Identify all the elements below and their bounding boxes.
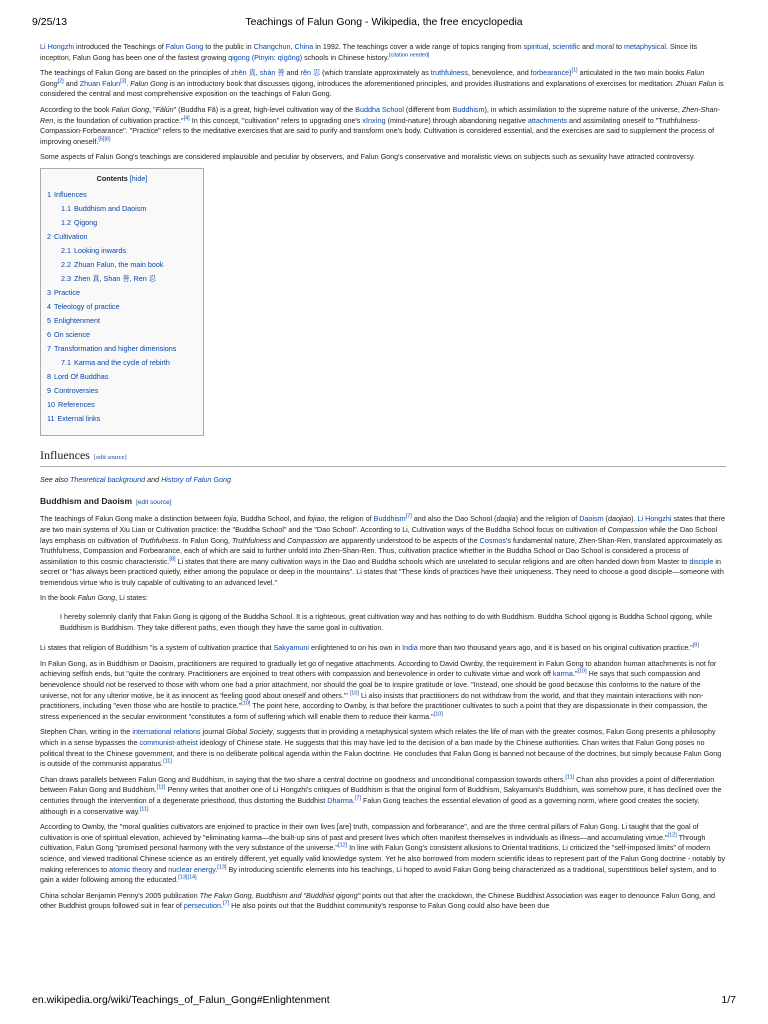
citation-link[interactable]: [11] bbox=[565, 774, 575, 781]
toc-item-link[interactable]: On science bbox=[54, 329, 90, 339]
toc-title: Contents bbox=[96, 173, 128, 183]
citation-link[interactable]: [10] bbox=[577, 669, 587, 676]
toc-item-link[interactable]: Transformation and higher dimensions bbox=[54, 343, 177, 353]
toc-item[interactable] bbox=[47, 359, 197, 367]
toc-item-number: 1.2 bbox=[61, 217, 71, 227]
text-run: The teachings of Falun Gong make a distinction between bbox=[40, 514, 224, 524]
toc-item-number: 2 bbox=[47, 231, 51, 241]
citation bbox=[577, 669, 586, 675]
citation-link[interactable]: [11] bbox=[139, 806, 149, 813]
citation-link[interactable]: [8] bbox=[169, 556, 176, 563]
paragraph bbox=[40, 152, 726, 163]
toc-item[interactable] bbox=[47, 303, 197, 311]
text-run: , Li states: bbox=[115, 593, 148, 603]
block-quote: I hereby solemnly clarify that Falun Gong is qigong of the Buddha School. It is a righteous, great cultivation way and has nothing to do with Buddhism. Buddha School qigong is Buddha School qigong, while Buddhism is Buddhism. They take different paths, even though they have the same goal in cultivation. bbox=[60, 612, 713, 632]
italic-text: Falun Gong bbox=[130, 78, 168, 88]
wiki-link[interactable]: Falun Gong bbox=[165, 42, 204, 51]
wiki-link[interactable]: international relations bbox=[132, 727, 201, 737]
text-run: introduced the Teachings of bbox=[73, 42, 166, 51]
toc-item[interactable] bbox=[47, 387, 197, 395]
paragraph bbox=[40, 775, 726, 817]
toc-item-number: 4 bbox=[47, 301, 51, 311]
print-title: Teachings of Falun Gong - Wikipedia, the free encyclopedia bbox=[245, 16, 523, 28]
print-header bbox=[32, 16, 736, 30]
toc-item-number: 8 bbox=[47, 371, 51, 381]
text-run: Li states that there are many cultivation ways in the Dao and Buddha schools which are unrelated to secular religions and are often handed down from Master to bbox=[175, 556, 690, 566]
toc-item[interactable] bbox=[47, 247, 197, 255]
toc-item-number: 7 bbox=[47, 343, 51, 353]
wiki-link[interactable]: Dharma bbox=[327, 795, 353, 805]
text-run: and bbox=[271, 535, 288, 545]
toc-item-link[interactable]: External links bbox=[57, 413, 101, 423]
italic-text: fojia bbox=[223, 514, 237, 524]
citation-link[interactable]: [3] bbox=[120, 78, 127, 85]
toc-item-number: 1 bbox=[47, 189, 51, 199]
toc-item[interactable] bbox=[47, 401, 197, 409]
table-of-contents bbox=[40, 168, 204, 436]
text-run: He also points out that the Buddhist community's response to Falun Gong could also have been due bbox=[229, 901, 550, 911]
wiki-link[interactable]: scientific bbox=[552, 42, 581, 51]
section-heading-text: Influences bbox=[40, 447, 90, 462]
text-run: and bbox=[63, 78, 80, 88]
citation-link[interactable]: [5][6] bbox=[98, 136, 111, 143]
paragraph bbox=[40, 822, 726, 886]
section-heading-influences bbox=[40, 447, 726, 468]
text-run: See also bbox=[40, 475, 70, 485]
text-run: and bbox=[580, 42, 597, 51]
toc-item-link[interactable]: Zhen 真, Shan 善, Ren 忍 bbox=[74, 273, 156, 283]
citation bbox=[434, 711, 443, 717]
text-run: and bbox=[152, 864, 169, 874]
citation bbox=[338, 843, 347, 849]
text-run: Stephen Chan, writing in the bbox=[40, 727, 133, 737]
paragraph bbox=[40, 727, 726, 769]
toc-item-link[interactable]: Cultivation bbox=[54, 231, 88, 241]
text-run: . bbox=[126, 78, 131, 88]
citation-link[interactable]: [1] bbox=[571, 67, 578, 74]
citation-link[interactable]: [7] bbox=[405, 513, 412, 520]
text-run: . Since its inception, Falun Gong has been one of the fastest growing bbox=[40, 42, 698, 62]
italic-text: Falun Gong bbox=[77, 593, 116, 603]
text-run: and also the Dao School ( bbox=[411, 514, 497, 524]
toc-item[interactable] bbox=[47, 205, 197, 213]
toc-item-link[interactable]: Controversies bbox=[54, 385, 99, 395]
section-heading-buddhism-daoism bbox=[40, 496, 726, 509]
wiki-link[interactable]: xīnxìng bbox=[362, 115, 386, 125]
text-run: to the public in bbox=[203, 42, 254, 51]
wiki-link[interactable]: Li Hongzhi bbox=[637, 514, 672, 524]
text-run: (different from bbox=[403, 104, 453, 114]
text-run: . bbox=[221, 901, 224, 911]
paragraph bbox=[40, 514, 726, 588]
toc-item-number: 7.1 bbox=[61, 357, 71, 367]
text-run: , Buddha School, and bbox=[236, 514, 308, 524]
wiki-link[interactable]: atomic theory bbox=[109, 864, 153, 874]
text-run: ) bbox=[569, 68, 572, 78]
citation-link[interactable]: [12] bbox=[337, 842, 348, 849]
text-run: ) and the religion of bbox=[515, 514, 580, 524]
citation-link[interactable]: [4] bbox=[183, 115, 190, 122]
italic-text: Falun Gong bbox=[111, 104, 150, 114]
toc-item-number: 9 bbox=[47, 385, 51, 395]
italic-text: daojia bbox=[496, 514, 516, 524]
text-run: , bbox=[290, 42, 295, 51]
toc-item-number: 6 bbox=[47, 329, 51, 339]
article-content bbox=[40, 42, 726, 987]
text-run: is considered the central and most comprehensive exposition on the teachings of Falun Gong. bbox=[40, 78, 724, 99]
text-run: and assimilating oneself to "Truthfulness-Compassion-Forbearance". "Practice" refers to the meditative exercises that are said to purify and transform one's body. Cultivation is considered essential, and the exercises are said to supplement the process of improving oneself. bbox=[40, 115, 715, 146]
text-run: Chan draws parallels between Falun Gong and Buddhism, in saying that the two share a central doctrine on goodness and unconditional compassion towards others. bbox=[40, 774, 566, 784]
text-run: China scholar Benjamin Penny's 2005 publication bbox=[40, 890, 200, 900]
print-date: 9/25/13 bbox=[32, 16, 68, 28]
wiki-link[interactable]: persecution bbox=[183, 901, 222, 911]
text-run: points out that after the crackdown, the Chinese Buddhist Association was eager to denounce Falun Gong, and other Buddhist groups followed suit in fear of bbox=[40, 890, 715, 911]
toc-item-link[interactable]: Karma and the cycle of rebirth bbox=[74, 357, 170, 367]
toc-item[interactable] bbox=[47, 233, 197, 241]
citation bbox=[668, 832, 677, 838]
see-also-note bbox=[40, 475, 726, 486]
text-run: articulated in the two main books bbox=[577, 68, 687, 78]
citation bbox=[178, 875, 196, 881]
text-run: to bbox=[614, 42, 624, 51]
text-run: and bbox=[284, 68, 301, 78]
text-run: ), in which assimilation to the supreme nature of the universe, bbox=[484, 104, 682, 114]
citation-link[interactable]: [7] bbox=[223, 900, 230, 907]
toc-item[interactable] bbox=[47, 219, 197, 227]
toc-item-number: 3 bbox=[47, 287, 51, 297]
wiki-link[interactable]: India bbox=[402, 643, 418, 653]
italic-text: Truthfulness bbox=[232, 535, 272, 545]
print-url: en.wikipedia.org/wiki/Teachings_of_Falun_Gong#Enlightenment bbox=[32, 994, 330, 1006]
text-run: Some aspects of Falun Gong's teachings are considered implausible and peculiar by observers, and Falun Gong's conservative and moralistic views on subjects such as sexuality have attracted controversy. bbox=[40, 152, 696, 162]
italic-text: Compassion bbox=[607, 524, 648, 534]
wiki-link[interactable]: communist-atheist bbox=[139, 738, 198, 747]
text-run: in 1992. The teachings cover a wide range of topics ranging from bbox=[313, 42, 524, 51]
toc-item[interactable] bbox=[47, 289, 197, 297]
text-run: and bbox=[145, 475, 162, 485]
text-run: , bbox=[548, 42, 553, 51]
text-run: By introducing scientific elements into his teachings, Li hoped to avoid Falun Gong being characterized as a traditional, superstitious belief system, and to gain a wider following among the educated. bbox=[40, 864, 717, 885]
text-run: The teachings of Falun Gong are based on the principles of bbox=[40, 68, 231, 78]
text-run: while the Dao School lays emphasis on cultivation of bbox=[40, 524, 718, 545]
text-run: 's fundamental nature, Zhen-Shan-Ren, translated approximately as Truthfulness, Compassion and Forbearance, each of which are said to further unfold into Zhen-Shan-Ren. Thus, cultivation practice whether in the Buddha School or Dao School is considered a process of assimilation to this cosmic characteristic. bbox=[40, 535, 722, 566]
wiki-link[interactable]: zhēn 真 bbox=[231, 68, 256, 78]
paragraph bbox=[40, 68, 726, 100]
wiki-link[interactable]: attachments bbox=[527, 115, 567, 125]
wiki-link[interactable]: Changchun bbox=[253, 42, 291, 51]
italic-text: fojiao bbox=[307, 514, 325, 524]
toc-item[interactable] bbox=[47, 373, 197, 381]
paragraph bbox=[40, 593, 726, 604]
text-run: Chan also provides a point of differentiation between Falun Gong and Buddhism. bbox=[40, 774, 715, 795]
toc-item-number: 2.2 bbox=[61, 259, 71, 269]
toc-list bbox=[47, 191, 197, 423]
citation-link[interactable]: [11] bbox=[156, 784, 166, 791]
text-run: is an introductory book that discusses qigong, introduces the aforementioned principles, and provides illustrations and explanations of exercises for meditation. bbox=[167, 78, 676, 88]
wiki-link[interactable]: karma bbox=[552, 669, 573, 679]
toc-item-link[interactable]: References bbox=[58, 399, 95, 409]
wiki-link[interactable]: Li Hongzhi bbox=[40, 42, 74, 51]
text-run: ( bbox=[603, 514, 608, 524]
wiki-link[interactable]: China bbox=[294, 42, 314, 51]
toc-item-link[interactable]: Practice bbox=[54, 287, 80, 297]
wiki-link[interactable]: metaphysical bbox=[624, 42, 666, 51]
citation-link[interactable]: [13] bbox=[217, 864, 227, 871]
citation-link[interactable]: [12] bbox=[667, 832, 677, 839]
section-body bbox=[40, 514, 726, 604]
section-heading-text: Buddhism and Daoism bbox=[40, 495, 133, 506]
citation bbox=[140, 806, 149, 812]
wiki-link[interactable]: Cosmos bbox=[479, 535, 507, 545]
wiki-link[interactable]: Buddha School bbox=[355, 104, 404, 114]
text-run: are apparently understood to be aspects of the bbox=[327, 535, 480, 545]
text-run: , bbox=[255, 68, 260, 78]
toc-item[interactable] bbox=[47, 275, 197, 283]
text-run: In Falun Gong, as in Buddhism or Daoism, practitioners are required to gradually let go of negative attachments. According to David Ownby, the requirement in Falun Gong to abandon human attachments is not for achieving selfish ends, but "quite the contrary. Practitioners are enjoined to treat others with compassion and benevolence in order to cultivate virtue and work off bbox=[40, 658, 717, 679]
text-run: " (Buddha Fă) is a great, high-level cultivation way of the bbox=[173, 104, 356, 114]
text-run: journal bbox=[200, 727, 227, 737]
toc-item-link[interactable]: Enlightenment bbox=[54, 315, 100, 325]
wiki-link[interactable]: Theoretical background bbox=[69, 475, 146, 485]
citation-link[interactable]: [10] bbox=[241, 700, 251, 707]
text-run: states that there are two main systems of Xiu Lian or Cultivation practice: the "Buddha School" and the "Dao School". According to Li, Cultivation ways of the Buddha School focus on cultivation of bbox=[40, 514, 726, 534]
toc-item-link[interactable]: Influences bbox=[54, 189, 87, 199]
citation bbox=[693, 643, 699, 649]
wiki-link[interactable]: qigong (Pinyin: qìgōng) bbox=[228, 52, 303, 62]
text-run: in secret or "has always been practiced quietly, either among the populace or deep in the mountains". Li states that "These kinds of practices have their uniqueness. They need to choose a good disciple—someone with tremendous virtue who is truly capable of cultivating to an advanced level." bbox=[40, 556, 724, 587]
text-run: more than two thousand years ago, and it is based on his original cultivation practice." bbox=[417, 643, 693, 653]
italic-text: Zhuan Falun bbox=[675, 78, 717, 88]
italic-text: The Falun Gong, Buddhism and "Buddhist qigong" bbox=[199, 890, 361, 900]
edit-source-link[interactable]: [edit source] bbox=[93, 453, 127, 461]
toc-item-number: 2.3 bbox=[61, 273, 71, 283]
citation-link[interactable]: [2] bbox=[57, 78, 64, 85]
toc-item[interactable] bbox=[47, 415, 197, 423]
text-run: According to the book bbox=[40, 104, 112, 114]
toc-hide-link[interactable]: [hide] bbox=[129, 173, 148, 183]
italic-text: Compassion bbox=[287, 535, 328, 545]
toc-item[interactable] bbox=[47, 191, 197, 199]
edit-source-link[interactable]: [edit source] bbox=[136, 498, 172, 506]
toc-item-number: 5 bbox=[47, 315, 51, 325]
toc-item[interactable] bbox=[47, 317, 197, 325]
text-run: , benevolence, and bbox=[467, 68, 531, 78]
paragraph bbox=[40, 42, 726, 63]
citation-link[interactable]: [11] bbox=[163, 758, 172, 765]
wiki-link[interactable]: Zhuan Falun bbox=[79, 78, 121, 88]
toc-item-link[interactable]: Qigong bbox=[74, 217, 98, 227]
text-run: Li also insists that practitioners do not withdraw from the world, and that they maintain interactions with non-practitioners, including "even those who are hostile to practice." bbox=[40, 690, 704, 711]
toc-item-number: 11 bbox=[47, 413, 55, 423]
section-body-continued bbox=[40, 643, 726, 912]
text-run: (which translate approximately as bbox=[320, 68, 431, 78]
toc-item[interactable] bbox=[47, 261, 197, 269]
text-run: , the religion of bbox=[324, 514, 374, 524]
wiki-link[interactable]: shàn 善 bbox=[259, 68, 285, 78]
toc-item[interactable] bbox=[47, 331, 197, 339]
wiki-link[interactable]: disciple bbox=[689, 556, 714, 566]
citation-link[interactable]: [13][14] bbox=[178, 874, 197, 881]
text-run: schools in Chinese history. bbox=[302, 52, 390, 62]
text-run: ." bbox=[572, 669, 578, 679]
text-run: The point here, according to Ownby, is that before the practitioner cultivates to such a point that they are dispassionate in their compassion, the stress experienced in the secular environment "constitutes a form of suffering which will enable them to reduce their karma." bbox=[40, 701, 708, 721]
toc-item-link[interactable]: Teleology of practice bbox=[54, 301, 120, 311]
text-run: , is the foundation of cultivation practice." bbox=[53, 115, 184, 125]
article-intro bbox=[40, 42, 726, 163]
text-run: According to Ownby, the "moral qualities cultivators are enjoined to practice in their own lives [are] truth, compassion and forbearance", and are the three central pillars of Falun Gong. Li taught that the goal of cultivation is one of spiritual elevation, achieved by "eliminating karma—the built-up sins of past and present lives which often manifest themselves in individuals as illness—and accumulating virtue." bbox=[40, 822, 699, 842]
toc-item-link[interactable]: Zhuan Falun, the main book bbox=[74, 259, 164, 269]
wiki-link[interactable]: Buddhism bbox=[373, 514, 406, 524]
text-run: Li states that religion of Buddhism "is a system of cultivation practice that bbox=[40, 643, 274, 653]
wiki-link[interactable]: Sakyamuni bbox=[273, 643, 310, 653]
toc-item[interactable] bbox=[47, 345, 197, 353]
citation bbox=[163, 759, 172, 765]
paragraph bbox=[40, 659, 726, 723]
paragraph bbox=[40, 105, 726, 147]
wiki-link[interactable]: forbearance bbox=[530, 68, 570, 78]
wiki-link[interactable]: nuclear energy bbox=[168, 864, 216, 874]
text-run: In this concept, "cultivation" refers to upgrading one's bbox=[189, 115, 363, 125]
citation bbox=[98, 136, 110, 142]
paragraph bbox=[40, 643, 726, 654]
italic-text: Truthfulness bbox=[139, 535, 179, 545]
print-page-number: 1/7 bbox=[721, 994, 736, 1006]
text-run: ). bbox=[631, 514, 638, 524]
text-run: He says that such compassion and benevolence should not be reserved to those with whom one had a prior attachment, nor should the goal be to inspire gratitude or love. "Instead, one should be good because this conforms to the nature of the universe, not for any ulterior motive, be it as innocent as 'feeling good about oneself and others.'" bbox=[40, 669, 701, 700]
italic-text: Falun Gong bbox=[40, 68, 705, 88]
paragraph bbox=[40, 891, 726, 912]
text-run: Penny writes that another one of Li Hongzhi's critiques of Buddhism is that the original form of Buddhism, Sakyamuni's Buddhism, was somehow pure, it has declined over the centuries through the intervention of a degenerate priesthood, thus distorting the Buddhist bbox=[40, 785, 722, 805]
citation-link[interactable]: [citation needed] bbox=[389, 52, 430, 59]
citation-link[interactable]: [7] bbox=[354, 795, 361, 802]
italic-text: daojiao bbox=[607, 514, 632, 524]
print-footer bbox=[32, 994, 736, 1008]
wiki-link[interactable]: rěn 忍 bbox=[300, 68, 321, 78]
text-run: , suggests that in providing a metaphysical system which relates the life of man with the greater cosmos, Falun Gong presents a philosophy which in a sense bypasses the bbox=[40, 727, 716, 747]
wiki-link[interactable]: truthfulness bbox=[430, 68, 468, 78]
toc-item-number: 1.1 bbox=[61, 203, 71, 213]
citation bbox=[389, 52, 429, 58]
text-run: enlightened to on his own in bbox=[309, 643, 403, 653]
text-run: Falun Gong teaches the essential elevation of good as a governing norm, where good creates the society, although in a conservative way. bbox=[40, 795, 700, 816]
toc-item-link[interactable]: Looking inwards bbox=[74, 245, 126, 255]
text-run: (mind-nature) through abandoning negative bbox=[385, 115, 528, 125]
text-run: , " bbox=[149, 104, 156, 114]
citation-link[interactable]: [10] bbox=[433, 711, 443, 718]
italic-text: Fălún bbox=[155, 104, 174, 114]
citation bbox=[350, 690, 359, 696]
text-run: In the book bbox=[40, 593, 78, 603]
text-run: In line with Falun Gong's consistent allusions to Oriental traditions, Li criticized the "self-imposed limits" of modern science, and viewed traditional Chinese science as an entirely different, yet equally valid knowledge system. Yet he also borrowed from modern scientific ideas to represent part of the Falun Gong doctrine - notably by making references to bbox=[40, 843, 726, 874]
toc-item-link[interactable]: Buddhism and Daoism bbox=[74, 203, 147, 213]
italic-text: Global Society bbox=[226, 727, 273, 737]
wiki-link[interactable]: spiritual bbox=[523, 42, 549, 51]
citation-link[interactable]: [9] bbox=[692, 642, 699, 649]
toc-item-number: 10 bbox=[47, 399, 55, 409]
text-run: . In Falun Gong, bbox=[178, 535, 233, 545]
wiki-link[interactable]: History of Falun Gong bbox=[161, 475, 232, 485]
toc-item-number: 2.1 bbox=[61, 245, 71, 255]
citation bbox=[565, 774, 574, 780]
toc-item-link[interactable]: Lord Of Buddhas bbox=[54, 371, 109, 381]
wiki-link[interactable]: moral bbox=[596, 42, 614, 51]
wiki-link[interactable]: Buddhism bbox=[452, 104, 485, 114]
wiki-link[interactable]: Daoism bbox=[579, 514, 604, 524]
text-run: . bbox=[215, 864, 218, 874]
italic-text: Zhen-Shan-Ren bbox=[40, 104, 720, 125]
text-run: Through cultivation, Falun Gong "promised personal harmony with the very substance of the universe." bbox=[40, 832, 706, 853]
text-run: ideology of Chinese state. He suggests that this may have led to the decision of a ban made by the Chinese authorities. Chan writes that Falun Gong poses no political threat to the Chinese government, and there is no deliberate political agenda within the Falun doctrine. He concludes that Falun Gong is banned not because of the doctrines, but simply because Falun Gong is outside of the communist apparatus. bbox=[40, 738, 722, 769]
text-run: . bbox=[352, 795, 355, 805]
toc-header bbox=[47, 174, 197, 185]
citation-link[interactable]: [10] bbox=[349, 690, 359, 697]
